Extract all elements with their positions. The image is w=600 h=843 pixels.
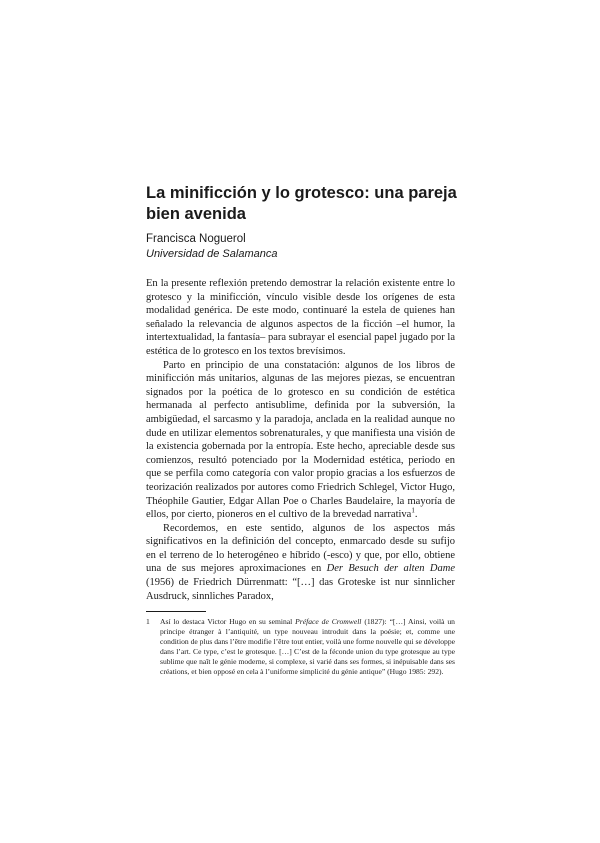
paragraph-2 [146, 359, 455, 522]
footnote-work-title: Préface de Cromwell [295, 617, 362, 626]
paragraph-3-end: (1956) de Friedrich Dürrenmatt: “[…] das Groteske ist nur sinnlicher Ausdruck, sinnliches Paradox, [146, 577, 455, 602]
article-title: La minificción y lo grotesco: una pareja bien avenida [146, 184, 457, 223]
paragraph-3 [146, 522, 455, 604]
cited-work-title: Der Besuch der alten Dame [326, 563, 456, 575]
paragraph-1: En la presente reflexión pretendo demostrar la relación existente entre lo grotesco y la minificción, vínculo visible desde los orígenes de esta modalidad genérica. De este modo, continuaré la estela de quienes han señalado la relevancia de algunos aspectos de la ficción –el humor, la intertextualidad, la fantasía– para subrayar el esencial papel jugado por la estética de lo grotesco en los textos brevísimos. [146, 278, 455, 357]
footnote-separator [146, 611, 206, 612]
footnote-1 [146, 617, 455, 677]
footnote-text-start: Así lo destaca Victor Hugo en su seminal [160, 617, 296, 626]
author-name: Francisca Noguerol [146, 233, 246, 245]
paragraph-2-text: Parto en principio de una constatación: algunos de los libros de minificción más unitarios, algunas de las mejores piezas, se encuentran signados por la poética de lo grotesco en su condición de estética hermanada al perfecto antisublime, definida por la subversión, la ambigüedad, el sarcasmo y la paradoja, anclada en la realidad aunque no dude en utilizar elementos sobrenaturales, y que manifiesta una visión de la existencia gobernada por la entropía. Este hecho, apreciable desde sus comienzos, resultó potenciado por la Modernidad estética, periodo en que se perfila como categoría con valor propio gracias a los esfuerzos de teorización realizados por autores como Friedrich Schlegel, Victor Hugo, Théophile Gautier, Edgar Allan Poe o Charles Baudelaire, la mayoría de ellos, por cierto, pioneros en el cultivo de la brevedad narrativa [146, 359, 455, 521]
author-affiliation: Universidad de Salamanca [146, 248, 278, 260]
footnote-text [160, 617, 455, 677]
footnote-number: 1 [146, 617, 150, 626]
article-body [146, 277, 455, 603]
footnote-text-end: (1827): “[…] Ainsi, voilà un principe étranger à l’antiquité, un type nouveau introduit dans la poésie; et, comme une condition de plus dans l’être modifie l’être tout entier, voilà une forme nouvelle qui se développe dans l’art. Ce type, c’est le grotesque. […] C’est de la féconde union du type grotesque au type sublime que naît le génie moderne, si complexe, si varié dans ses formes, si inépuisable dans ses créations, et bien opposé en cela à l’uniforme simplicité du génie antique” (Hugo 1985: 292). [160, 617, 455, 676]
paragraph-3-start: Recordemos, en este sentido, algunos de los aspectos más significativos en la definición del concepto, enmarcado desde su sufijo en el terreno de lo heterogéneo e híbrido (-esco) y que, por ello, obtiene una de sus mejores aproximaciones en [146, 522, 455, 575]
footnote-reference[interactable]: 1 [411, 506, 415, 515]
paragraph-2-end: . [414, 509, 418, 521]
